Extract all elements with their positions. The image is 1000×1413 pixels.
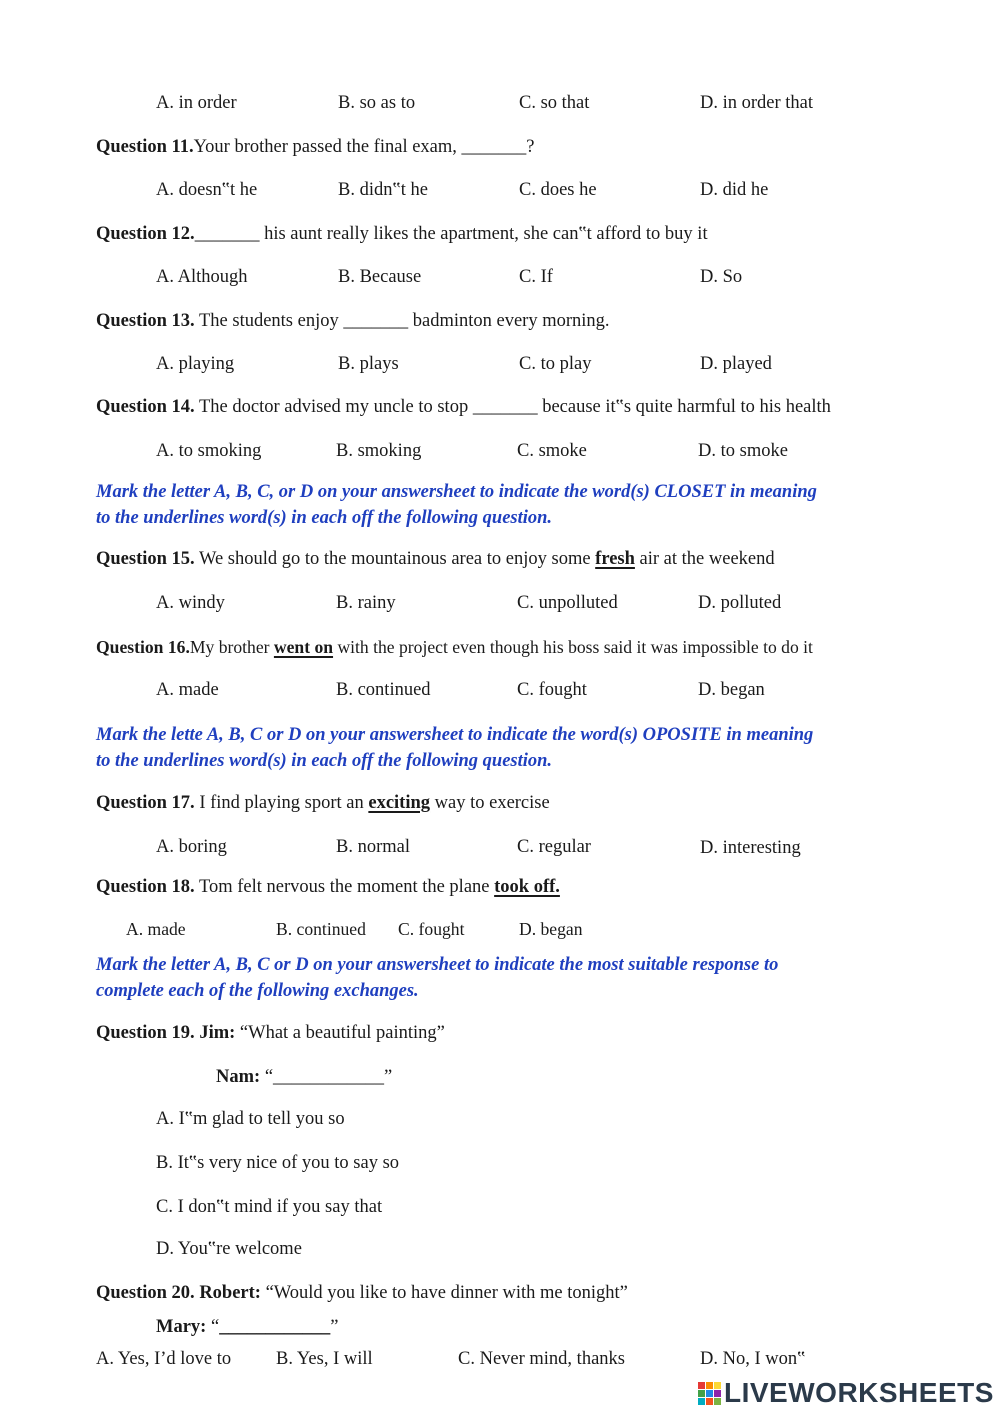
liveworksheets-logo[interactable] xyxy=(698,1376,994,1410)
q12-option-d[interactable]: D. So xyxy=(700,267,743,287)
question-11 xyxy=(96,136,535,158)
q11-option-a[interactable]: A. doesn‟t he xyxy=(156,180,258,200)
underlined-word: took off. xyxy=(494,877,560,897)
logo-grid-cell xyxy=(706,1382,713,1389)
question-20 xyxy=(96,1282,628,1304)
q12-option-c[interactable]: C. If xyxy=(519,267,553,287)
logo-grid-cell xyxy=(706,1398,713,1405)
q16-option-a[interactable]: A. made xyxy=(156,680,219,700)
question-text: I find playing sport an xyxy=(194,793,369,813)
q14-option-a[interactable]: A. to smoking xyxy=(156,441,262,461)
q19-option-d[interactable]: D. You‟re welcome xyxy=(156,1239,302,1259)
instruction-closest xyxy=(96,479,896,531)
instruction-line: to the underlines word(s) in each off the following question. xyxy=(96,751,553,771)
instruction-line: Mark the letter A, B, C, or D on your answersheet to indicate the word(s) CLOSET in meaning xyxy=(96,482,817,502)
question-number: Question 13. xyxy=(96,311,195,331)
q18-option-d[interactable]: D. began xyxy=(519,919,583,939)
q15-option-b[interactable]: B. rainy xyxy=(336,593,396,613)
underlined-word: fresh xyxy=(595,549,635,569)
q19-option-c[interactable]: C. I don‟t mind if you say that xyxy=(156,1197,383,1217)
question-15 xyxy=(96,548,775,570)
q19-option-b[interactable]: B. It‟s very nice of you to say so xyxy=(156,1153,400,1173)
question-12 xyxy=(96,223,708,245)
question-number: Question 11. xyxy=(96,137,194,157)
q14-option-c[interactable]: C. smoke xyxy=(517,441,587,461)
question-number: Question 12. xyxy=(96,224,195,244)
q12-option-a[interactable]: A. Although xyxy=(156,267,248,287)
logo-grid-cell xyxy=(698,1390,705,1397)
logo-text: LIVEWORKSHEETS xyxy=(724,1377,994,1408)
speaker-name: Robert: xyxy=(194,1283,261,1303)
question-13 xyxy=(96,310,610,332)
q20-option-b[interactable]: B. Yes, I will xyxy=(276,1349,373,1369)
q18-option-a[interactable]: A. made xyxy=(126,919,186,939)
question-number: Question 19. xyxy=(96,1023,195,1043)
q17-option-b[interactable]: B. normal xyxy=(336,837,410,857)
q13-option-c[interactable]: C. to play xyxy=(519,354,592,374)
question-text: My brother xyxy=(189,637,274,657)
question-16 xyxy=(96,636,813,658)
q11-option-c[interactable]: C. does he xyxy=(519,180,597,200)
instruction-line: Mark the lette A, B, C or D on your answersheet to indicate the word(s) OPOSITE in meaning xyxy=(96,725,814,745)
dialogue-blank: “____________” xyxy=(260,1067,393,1087)
q10-option-c[interactable]: C. so that xyxy=(519,93,590,113)
q16-option-d[interactable]: D. began xyxy=(698,680,765,700)
question-number: Question 20. xyxy=(96,1283,195,1303)
q11-option-b[interactable]: B. didn‟t he xyxy=(338,180,428,200)
question-18 xyxy=(96,876,560,898)
q10-option-d[interactable]: D. in order that xyxy=(700,93,814,113)
speaker-name: Mary: xyxy=(156,1317,207,1337)
logo-grid-icon xyxy=(698,1382,721,1405)
question-17 xyxy=(96,792,550,814)
q17-option-d[interactable]: D. interesting xyxy=(700,838,801,858)
q18-option-c[interactable]: C. fought xyxy=(398,919,465,939)
q19-response-line xyxy=(216,1066,392,1088)
question-19 xyxy=(96,1022,445,1044)
speaker-name: Jim: xyxy=(194,1023,236,1043)
q11-option-d[interactable]: D. did he xyxy=(700,180,769,200)
instruction-line: complete each of the following exchanges. xyxy=(96,981,419,1001)
q14-option-d[interactable]: D. to smoke xyxy=(698,441,788,461)
q19-option-a[interactable]: A. I‟m glad to tell you so xyxy=(156,1109,345,1129)
question-text: with the project even though his boss said it was impossible to do it xyxy=(333,637,813,657)
q17-option-a[interactable]: A. boring xyxy=(156,837,227,857)
question-number: Question 16. xyxy=(96,637,190,657)
underlined-word: exciting xyxy=(368,793,431,813)
dialogue-quote: ” xyxy=(330,1317,339,1337)
question-number: Question 15. xyxy=(96,549,195,569)
logo-grid-cell xyxy=(706,1390,713,1397)
q20-option-c[interactable]: C. Never mind, thanks xyxy=(458,1349,625,1369)
q20-response-line xyxy=(156,1316,338,1338)
q18-option-b[interactable]: B. continued xyxy=(276,919,366,939)
logo-grid-cell xyxy=(714,1390,721,1397)
underlined-word: went on xyxy=(273,637,334,657)
dialogue-line: “What a beautiful painting” xyxy=(235,1023,445,1043)
q16-option-c[interactable]: C. fought xyxy=(517,680,587,700)
question-text: way to exercise xyxy=(430,793,550,813)
q13-option-b[interactable]: B. plays xyxy=(338,354,399,374)
question-text: _______ his aunt really likes the apartment, she can‟t afford to buy it xyxy=(194,224,708,244)
instruction-opposite xyxy=(96,722,896,774)
question-number: Question 14. xyxy=(96,397,195,417)
question-text: Tom felt nervous the moment the plane xyxy=(194,877,495,897)
q16-option-b[interactable]: B. continued xyxy=(336,680,431,700)
dialogue-quote: “ xyxy=(206,1317,220,1337)
q15-option-d[interactable]: D. polluted xyxy=(698,593,782,613)
question-number: Question 18. xyxy=(96,877,195,897)
instruction-response xyxy=(96,952,896,1004)
dialogue-blank: ____________ xyxy=(219,1317,331,1337)
question-number: Question 17. xyxy=(96,793,195,813)
q10-option-a[interactable]: A. in order xyxy=(156,93,237,113)
instruction-line: Mark the letter A, B, C or D on your answersheet to indicate the most suitable response to xyxy=(96,955,779,975)
q15-option-a[interactable]: A. windy xyxy=(156,593,225,613)
question-text: We should go to the mountainous area to enjoy some xyxy=(194,549,596,569)
logo-grid-cell xyxy=(698,1382,705,1389)
question-text: Your brother passed the final exam, _______? xyxy=(193,137,535,157)
q20-option-d[interactable]: D. No, I won‟ xyxy=(700,1349,806,1369)
q13-option-d[interactable]: D. played xyxy=(700,354,772,374)
q14-option-b[interactable]: B. smoking xyxy=(336,441,422,461)
logo-grid-cell xyxy=(698,1398,705,1405)
instruction-line: to the underlines word(s) in each off the following question. xyxy=(96,508,553,528)
q13-option-a[interactable]: A. playing xyxy=(156,354,235,374)
question-14 xyxy=(96,396,831,418)
dialogue-line: “Would you like to have dinner with me tonight” xyxy=(260,1283,628,1303)
q12-option-b[interactable]: B. Because xyxy=(338,267,422,287)
question-text: The students enjoy _______ badminton every morning. xyxy=(194,311,610,331)
q20-option-a[interactable]: A. Yes, I’d love to xyxy=(96,1349,232,1369)
q10-option-b[interactable]: B. so as to xyxy=(338,93,416,113)
q17-option-c[interactable]: C. regular xyxy=(517,837,591,857)
question-text: air at the weekend xyxy=(634,549,775,569)
question-text: The doctor advised my uncle to stop _______ because it‟s quite harmful to his health xyxy=(194,397,831,417)
speaker-name: Nam: xyxy=(216,1067,261,1087)
logo-grid-cell xyxy=(714,1398,721,1405)
q15-option-c[interactable]: C. unpolluted xyxy=(517,593,618,613)
logo-grid-cell xyxy=(714,1382,721,1389)
